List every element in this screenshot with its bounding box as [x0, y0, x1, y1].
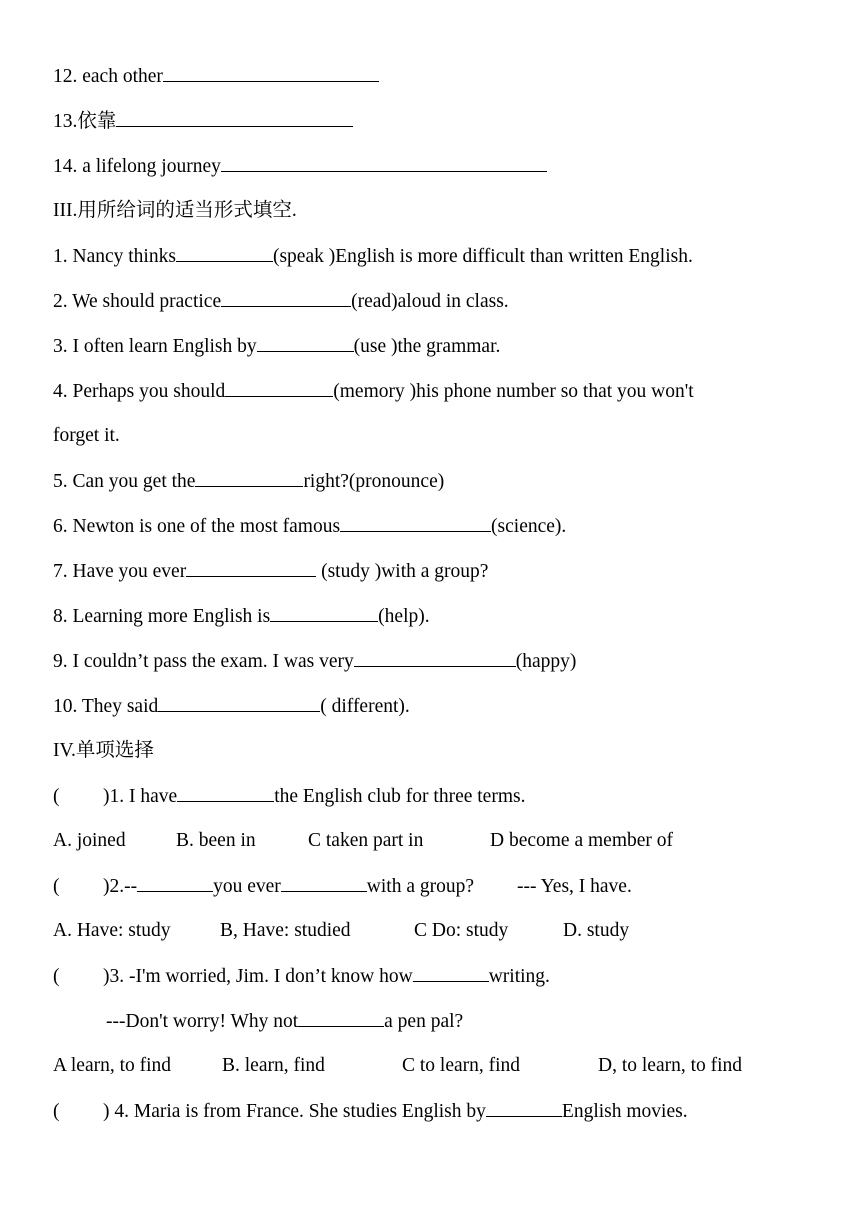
- question-text: (help).: [378, 606, 430, 627]
- vocab-item-text: 13.依靠: [53, 111, 117, 132]
- fill-question-6: [53, 511, 566, 541]
- question-text: )3. -I'm worried, Jim. I don’t know how: [103, 966, 413, 987]
- question-text: )2.--: [103, 876, 138, 897]
- question-text: 8. Learning more English is: [53, 606, 271, 627]
- vocab-item-12: [53, 61, 379, 91]
- answer-blank[interactable]: [340, 511, 491, 532]
- answer-blank[interactable]: [186, 556, 316, 577]
- fill-question-1: [53, 241, 693, 271]
- answer-blank[interactable]: [163, 61, 379, 82]
- vocab-item-14: [53, 151, 547, 181]
- question-text: ) 4. Maria is from France. She studies English by: [103, 1101, 486, 1122]
- answer-blank[interactable]: [158, 691, 320, 712]
- option-c[interactable]: C Do: study: [414, 920, 509, 941]
- answer-paren[interactable]: (: [53, 1101, 60, 1122]
- option-a[interactable]: A learn, to find: [53, 1055, 172, 1076]
- question-text: (memory )his phone number so that you won't: [333, 381, 694, 402]
- answer-blank[interactable]: [195, 466, 303, 487]
- option-d[interactable]: D, to learn, to find: [598, 1055, 743, 1076]
- vocab-item-text: 14. a lifelong journey: [53, 156, 221, 177]
- fill-question-10: [53, 691, 410, 721]
- choice-question-1: [53, 781, 525, 811]
- question-text: right?(pronounce): [303, 471, 445, 492]
- answer-blank[interactable]: [221, 151, 547, 172]
- option-c[interactable]: C taken part in: [308, 830, 424, 851]
- answer-blank[interactable]: [221, 286, 351, 307]
- question-text: a pen pal?: [384, 1011, 464, 1032]
- fill-question-4-continued: forget it.: [53, 425, 120, 446]
- question-text: (read)aloud in class.: [351, 291, 509, 312]
- fill-question-4: [53, 376, 694, 406]
- question-text: (science).: [491, 516, 567, 537]
- vocab-item-13: [53, 106, 353, 136]
- vocab-item-text: 12. each other: [53, 66, 163, 87]
- choice-question-3-reply: [106, 1006, 463, 1036]
- answer-blank[interactable]: [176, 241, 273, 262]
- option-d[interactable]: D. study: [563, 920, 630, 941]
- answer-blank[interactable]: [116, 106, 353, 127]
- answer-paren[interactable]: (: [53, 966, 60, 987]
- choice-question-3: [53, 961, 550, 991]
- question-text: English movies.: [561, 1101, 688, 1122]
- question-text: 10. They said: [53, 696, 159, 717]
- question-text: writing.: [488, 966, 550, 987]
- answer-paren[interactable]: (: [53, 876, 60, 897]
- question-text: )1. I have: [103, 786, 178, 807]
- question-text: (use )the grammar.: [353, 336, 501, 357]
- option-a[interactable]: A. Have: study: [53, 920, 171, 941]
- answer-paren[interactable]: (: [53, 786, 60, 807]
- option-b[interactable]: B. learn, find: [222, 1055, 325, 1076]
- question-text: 7. Have you ever: [53, 561, 187, 582]
- question-text: with a group?: [366, 876, 475, 897]
- fill-question-5: [53, 466, 444, 496]
- question-text: 5. Can you get the: [53, 471, 196, 492]
- question-text: 3. I often learn English by: [53, 336, 257, 357]
- option-a[interactable]: A. joined: [53, 830, 126, 851]
- answer-blank[interactable]: [257, 331, 354, 352]
- answer-blank[interactable]: [137, 871, 213, 892]
- fill-question-2: [53, 286, 509, 316]
- question-text: 9. I couldn’t pass the exam. I was very: [53, 651, 354, 672]
- option-b[interactable]: B. been in: [176, 830, 256, 851]
- answer-blank[interactable]: [281, 871, 367, 892]
- option-d[interactable]: D become a member of: [490, 830, 674, 851]
- choice-question-2: [53, 871, 632, 901]
- fill-question-7: [53, 556, 488, 586]
- question-text: (study )with a group?: [316, 561, 489, 582]
- option-b[interactable]: B, Have: studied: [220, 920, 351, 941]
- reply-text: --- Yes, I have.: [517, 876, 632, 897]
- answer-blank[interactable]: [177, 781, 274, 802]
- question-text: ---Don't worry! Why not: [106, 1011, 299, 1032]
- question-text: 2. We should practice: [53, 291, 222, 312]
- option-c[interactable]: C to learn, find: [402, 1055, 521, 1076]
- fill-question-3: [53, 331, 500, 361]
- section-4-heading: IV.单项选择: [53, 740, 154, 761]
- question-text: 1. Nancy thinks: [53, 246, 176, 267]
- answer-blank[interactable]: [354, 646, 516, 667]
- question-text: the English club for three terms.: [274, 786, 526, 807]
- question-text: (speak )English is more difficult than written English.: [272, 246, 693, 267]
- section-3-heading: III.用所给词的适当形式填空.: [53, 200, 297, 221]
- choice-question-4: [53, 1096, 688, 1126]
- question-text: (happy): [515, 651, 577, 672]
- answer-blank[interactable]: [486, 1096, 562, 1117]
- question-text: ( different).: [320, 696, 410, 717]
- answer-blank[interactable]: [270, 601, 378, 622]
- question-text: you ever: [213, 876, 281, 897]
- answer-blank[interactable]: [298, 1006, 384, 1027]
- question-text: 4. Perhaps you should: [53, 381, 226, 402]
- fill-question-8: [53, 601, 430, 631]
- question-text: 6. Newton is one of the most famous: [53, 516, 341, 537]
- answer-blank[interactable]: [225, 376, 333, 397]
- answer-blank[interactable]: [413, 961, 489, 982]
- fill-question-9: [53, 646, 576, 676]
